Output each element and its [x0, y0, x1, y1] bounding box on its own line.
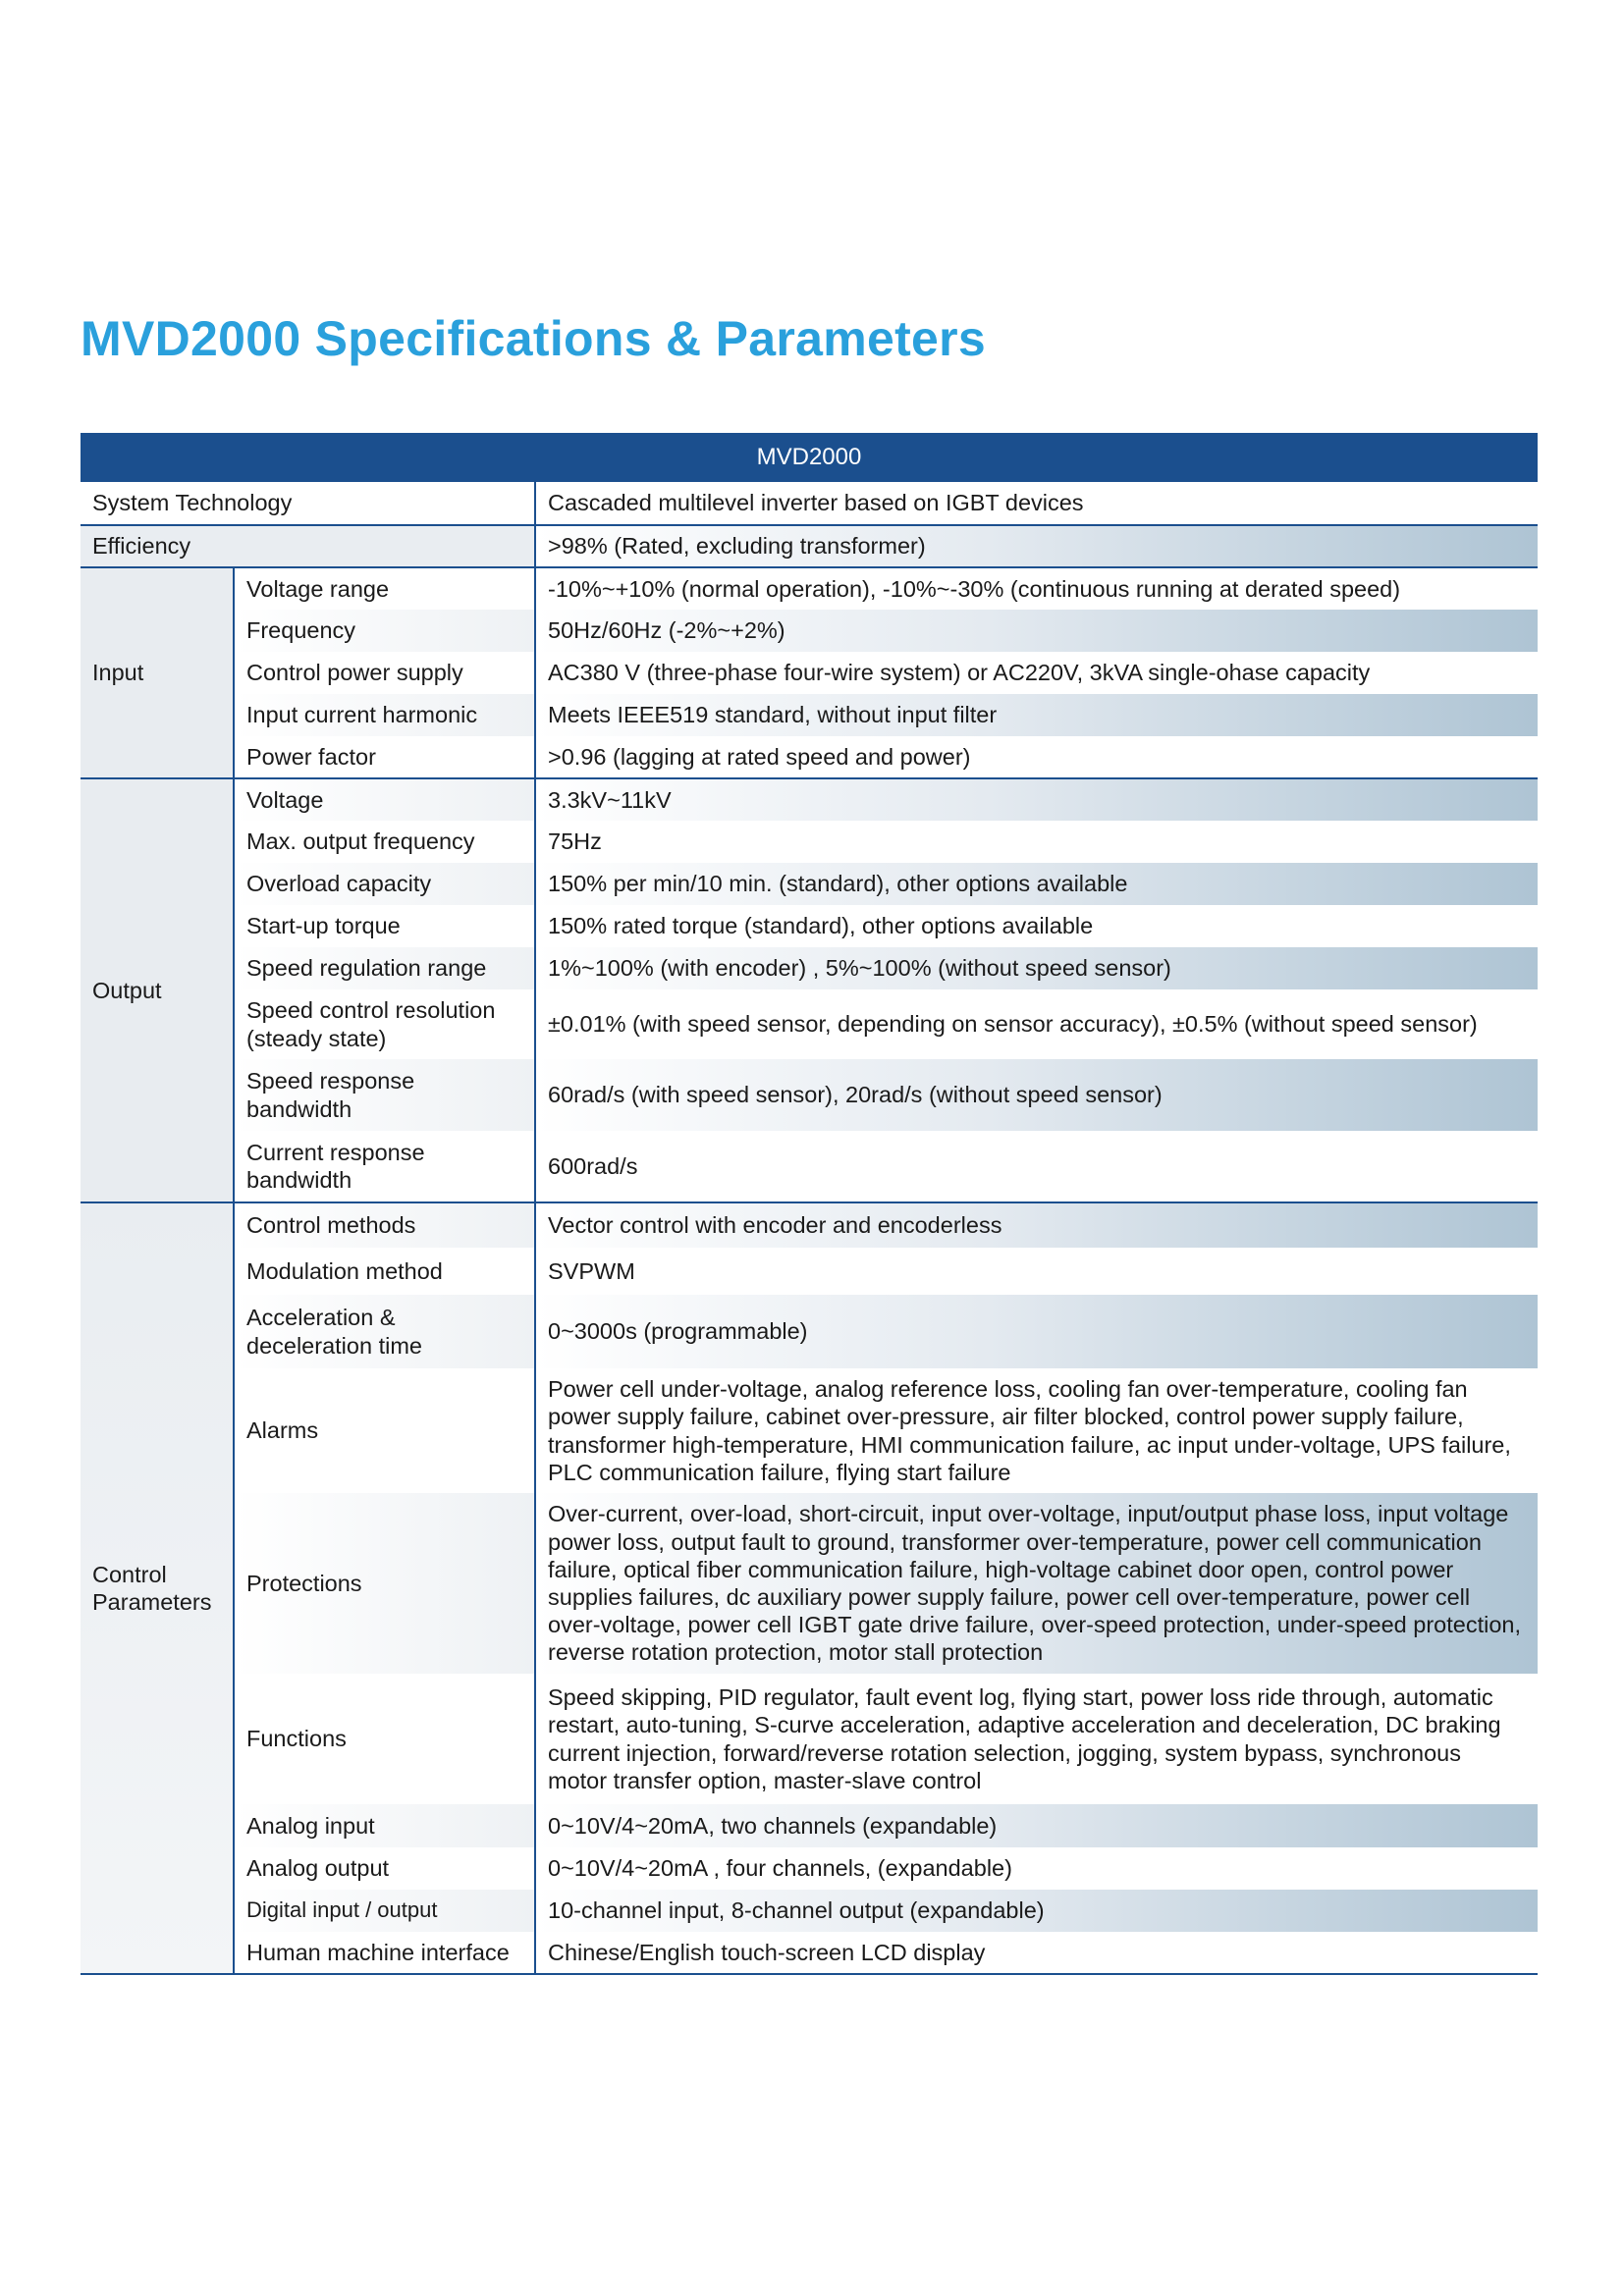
row-value: Over-current, over-load, short-circuit, input over-voltage, input/output phase loss, input voltage power loss, output fault to ground, transformer over-temperature, power cell communication failure, optical fiber communication failure, high-voltage cabinet door open, control power supplies failures, dc auxiliary power supply failure, power cell over-temperature, power cell over-voltage, power cell IGBT gate drive failure, over-speed protection, under-speed protection, reverse rotation protection, motor stall protection	[535, 1493, 1538, 1674]
table-row	[81, 1368, 1538, 1493]
row-value: -10%~+10% (normal operation), -10%~-30% (continuous running at derated speed)	[535, 567, 1538, 610]
row-label: Frequency	[234, 610, 535, 652]
row-label: Control power supply	[234, 652, 535, 694]
row-label: Current response bandwidth	[234, 1131, 535, 1202]
table-row	[81, 1131, 1538, 1202]
row-label: Start-up torque	[234, 905, 535, 947]
row-value: 0~10V/4~20mA , four channels, (expandable)	[535, 1847, 1538, 1890]
row-label: Digital input / output	[234, 1890, 535, 1932]
row-value: 10-channel input, 8-channel output (expandable)	[535, 1890, 1538, 1932]
row-value: 75Hz	[535, 821, 1538, 863]
table-row	[81, 525, 1538, 567]
table-row	[81, 736, 1538, 778]
row-value: Speed skipping, PID regulator, fault event log, flying start, power loss ride through, automatic restart, auto-tuning, S-curve acceleration, adaptive acceleration and deceleration, DC braking current injection, forward/reverse rotation selection, jogging, system bypass, synchronous motor transfer option, master-slave control	[535, 1674, 1538, 1804]
row-label: System Technology	[81, 482, 535, 525]
table-row	[81, 610, 1538, 652]
table-row	[81, 1847, 1538, 1890]
row-label: Alarms	[234, 1368, 535, 1493]
table-row	[81, 989, 1538, 1059]
table-row	[81, 863, 1538, 905]
row-value: 3.3kV~11kV	[535, 778, 1538, 821]
table-row	[81, 1890, 1538, 1932]
row-label: Voltage range	[234, 567, 535, 610]
table-header: MVD2000	[81, 433, 1538, 482]
page-title: MVD2000 Specifications & Parameters	[81, 311, 987, 366]
group-label-control: Control Parameters	[81, 1202, 234, 1974]
row-value: Chinese/English touch-screen LCD display	[535, 1932, 1538, 1974]
row-label: Max. output frequency	[234, 821, 535, 863]
table-row	[81, 905, 1538, 947]
row-value: SVPWM	[535, 1248, 1538, 1295]
row-label: Acceleration & deceleration time	[234, 1295, 535, 1368]
row-label: Analog input	[234, 1804, 535, 1847]
row-label: Speed response bandwidth	[234, 1059, 535, 1131]
row-label: Speed regulation range	[234, 947, 535, 989]
row-value: 60rad/s (with speed sensor), 20rad/s (without speed sensor)	[535, 1059, 1538, 1131]
group-label-output: Output	[81, 778, 234, 1202]
row-label: Input current harmonic	[234, 694, 535, 736]
row-value: Power cell under-voltage, analog reference loss, cooling fan over-temperature, cooling fan power supply failure, cabinet over-pressure, air filter blocked, control power supply failure, transformer high-temperature, HMI communication failure, ac input under-voltage, UPS failure, PLC communication failure, flying start failure	[535, 1368, 1538, 1493]
table-row	[81, 694, 1538, 736]
row-value: 50Hz/60Hz (-2%~+2%)	[535, 610, 1538, 652]
row-value: Meets IEEE519 standard, without input filter	[535, 694, 1538, 736]
row-value: 1%~100% (with encoder) , 5%~100% (without speed sensor)	[535, 947, 1538, 989]
row-label: Analog output	[234, 1847, 535, 1890]
row-value: 0~10V/4~20mA, two channels (expandable)	[535, 1804, 1538, 1847]
table-row	[81, 1202, 1538, 1248]
row-label: Power factor	[234, 736, 535, 778]
row-label: Human machine interface	[234, 1932, 535, 1974]
table-header-row	[81, 433, 1538, 482]
row-label: Modulation method	[234, 1248, 535, 1295]
table-row	[81, 482, 1538, 525]
row-value: ±0.01% (with speed sensor, depending on sensor accuracy), ±0.5% (without speed sensor)	[535, 989, 1538, 1059]
row-value: 600rad/s	[535, 1131, 1538, 1202]
row-value: Vector control with encoder and encoderless	[535, 1202, 1538, 1248]
row-value: AC380 V (three-phase four-wire system) or AC220V, 3kVA single-ohase capacity	[535, 652, 1538, 694]
row-label: Speed control resolution (steady state)	[234, 989, 535, 1059]
table-row	[81, 821, 1538, 863]
table-row	[81, 1674, 1538, 1804]
row-label: Overload capacity	[234, 863, 535, 905]
table-row	[81, 1248, 1538, 1295]
row-label: Functions	[234, 1674, 535, 1804]
row-label: Voltage	[234, 778, 535, 821]
row-value: >0.96 (lagging at rated speed and power)	[535, 736, 1538, 778]
table-row	[81, 1059, 1538, 1131]
row-value: 0~3000s (programmable)	[535, 1295, 1538, 1368]
row-value: 150% per min/10 min. (standard), other options available	[535, 863, 1538, 905]
table-row	[81, 567, 1538, 610]
row-value: Cascaded multilevel inverter based on IGBT devices	[535, 482, 1538, 525]
row-label: Control methods	[234, 1202, 535, 1248]
row-value: >98% (Rated, excluding transformer)	[535, 525, 1538, 567]
table-row	[81, 652, 1538, 694]
group-label-input: Input	[81, 567, 234, 778]
table-row	[81, 947, 1538, 989]
table-row	[81, 1804, 1538, 1847]
table-row	[81, 1493, 1538, 1674]
table-row	[81, 1295, 1538, 1368]
table-row	[81, 1932, 1538, 1974]
spec-table	[81, 433, 1538, 1975]
row-label: Protections	[234, 1493, 535, 1674]
row-value: 150% rated torque (standard), other options available	[535, 905, 1538, 947]
row-label: Efficiency	[81, 525, 535, 567]
table-row	[81, 778, 1538, 821]
